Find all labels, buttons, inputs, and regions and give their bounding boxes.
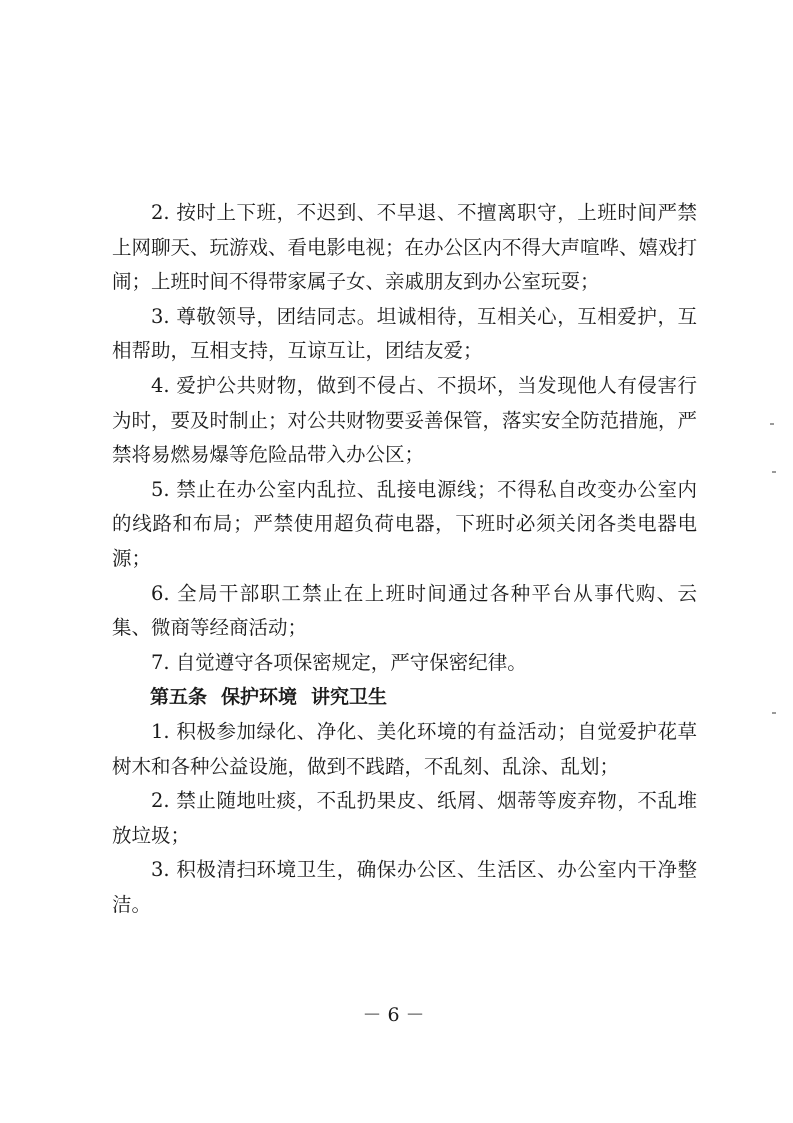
paragraph-item-2: 2. 按时上下班，不迟到、不早退、不擅离职守，上班时间严禁上网聊天、玩游戏、看电影电视；在办公区内不得大声喧哗、嬉戏打闹；上班时间不得带家属子女、亲戚朋友到办公室玩耍； — [112, 201, 698, 294]
page-number: －6－ — [362, 1004, 431, 1026]
margin-mark — [772, 471, 776, 473]
article-5-number: 第五条 — [150, 686, 208, 709]
paragraph-item-7: 7. 自觉遵守各项保密规定，严守保密纪律。 — [151, 650, 527, 674]
article-5-item-2: 2. 禁止随地吐痰，不乱扔果皮、纸屑、烟蒂等废弃物，不乱堆放垃圾； — [112, 789, 697, 847]
article-5-heading — [112, 680, 697, 715]
paragraph-item-3: 3. 尊敬领导，团结同志。坦诚相待，互相关心，互相爱护，互相帮助，互相支持，互谅互让，团结友爱； — [112, 304, 697, 363]
body-text — [112, 196, 697, 922]
article-5-title: 保护环境 — [221, 686, 298, 709]
article-5-item-1: 1. 积极参加绿化、净化、美化环境的有益活动；自觉爱护花草树木和各种公益设施，做到不践踏，不乱刻、乱涂、乱划； — [112, 719, 697, 778]
paragraph-item-5: 5. 禁止在办公室内乱拉、乱接电源线；不得私自改变办公室内的线路和布局；严禁使用超负荷电器，下班时必须关闭各类电器电源； — [112, 477, 697, 570]
article-5-subtitle: 讲究卫生 — [311, 686, 388, 709]
paragraph-item-4: 4. 爱护公共财物，做到不侵占、不损坏，当发现他人有侵害行为时，要及时制止；对公共财物要妥善保管，落实安全防范措施，严禁将易燃易爆等危险品带入办公区； — [112, 373, 698, 467]
margin-mark — [770, 423, 774, 425]
margin-mark — [772, 712, 776, 714]
article-5-item-3: 3. 积极清扫环境卫生，确保办公区、生活区、办公室内干净整洁。 — [112, 858, 697, 916]
paragraph-item-6: 6. 全局干部职工禁止在上班时间通过各种平台从事代购、云集、微商等经商活动； — [112, 581, 697, 640]
